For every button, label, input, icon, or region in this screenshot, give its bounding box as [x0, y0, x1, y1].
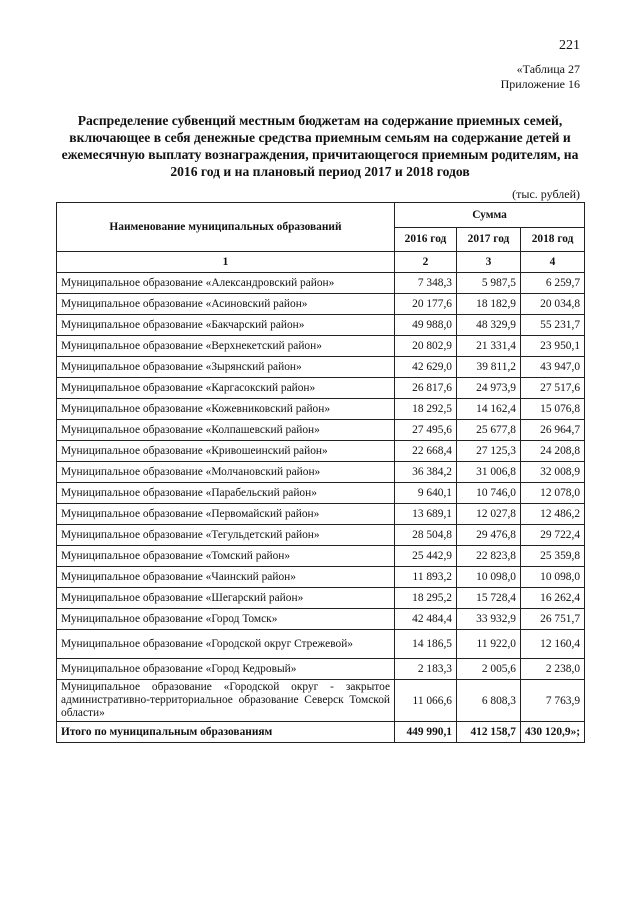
municipality-name: Муниципальное образование «Верхнекетский район» [57, 336, 395, 357]
value-2016: 25 442,9 [395, 546, 457, 567]
page-number: 221 [559, 38, 580, 53]
value-2018: 27 517,6 [521, 378, 585, 399]
value-2017: 10 746,0 [457, 483, 521, 504]
table-row [57, 315, 585, 336]
municipality-name: Муниципальное образование «Городской округ Стрежевой» [57, 630, 395, 659]
value-2018: 26 964,7 [521, 420, 585, 441]
table-row [57, 462, 585, 483]
value-2016: 42 629,0 [395, 357, 457, 378]
value-2017: 18 182,9 [457, 294, 521, 315]
value-2018: 23 950,1 [521, 336, 585, 357]
value-2017: 15 728,4 [457, 588, 521, 609]
header-municipality: Наименование муниципальных образований [57, 203, 395, 252]
value-2018: 16 262,4 [521, 588, 585, 609]
value-2017: 33 932,9 [457, 609, 521, 630]
municipality-name: Муниципальное образование «Кожевниковский район» [57, 399, 395, 420]
municipality-name: Муниципальное образование «Томский район» [57, 546, 395, 567]
total-2018: 430 120,9»; [521, 722, 585, 743]
municipality-name: Муниципальное образование «Бакчарский район» [57, 315, 395, 336]
total-2016: 449 990,1 [395, 722, 457, 743]
value-2018: 12 160,4 [521, 630, 585, 659]
value-2017: 31 006,8 [457, 462, 521, 483]
total-2017: 412 158,7 [457, 722, 521, 743]
value-2018: 25 359,8 [521, 546, 585, 567]
document-title: Распределение субвенций местным бюджетам на содержание приемных семей, включающее в себя денежные средства приемным семьям на содержание детей и ежемесячную выплату вознаграждения, причитающегося приемным родителям, на 2016 год и на плановый период 2017 и 2018 годов [61, 113, 579, 179]
table-row [57, 546, 585, 567]
value-2016: 7 348,3 [395, 273, 457, 294]
municipality-name: Муниципальное образование «Город Кедровый» [57, 659, 395, 680]
column-number: 3 [457, 252, 521, 273]
table-reference: «Таблица 27 [516, 62, 580, 76]
value-2016: 49 988,0 [395, 315, 457, 336]
header-year-2017: 2017 год [457, 227, 521, 252]
column-number-row [57, 252, 585, 273]
table-row [57, 659, 585, 680]
value-2018: 12 486,2 [521, 504, 585, 525]
value-2016: 9 640,1 [395, 483, 457, 504]
value-2018: 7 763,9 [521, 680, 585, 722]
municipality-name: Муниципальное образование «Колпашевский район» [57, 420, 395, 441]
municipality-name: Муниципальное образование «Зырянский район» [57, 357, 395, 378]
table-body [57, 273, 585, 722]
municipality-name: Муниципальное образование «Асиновский район» [57, 294, 395, 315]
municipality-name: Муниципальное образование «Каргасокский район» [57, 378, 395, 399]
table-row [57, 357, 585, 378]
header-sum: Сумма [395, 203, 585, 228]
value-2016: 20 177,6 [395, 294, 457, 315]
value-2017: 39 811,2 [457, 357, 521, 378]
value-2016: 18 292,5 [395, 399, 457, 420]
value-2018: 20 034,8 [521, 294, 585, 315]
table-row [57, 630, 585, 659]
table-row [57, 378, 585, 399]
value-2017: 10 098,0 [457, 567, 521, 588]
value-2016: 22 668,4 [395, 441, 457, 462]
value-2018: 2 238,0 [521, 659, 585, 680]
table-row [57, 525, 585, 546]
municipality-name: Муниципальное образование «Тегульдетский район» [57, 525, 395, 546]
table-row [57, 483, 585, 504]
municipality-name: Муниципальное образование «Кривошеинский район» [57, 441, 395, 462]
value-2017: 12 027,8 [457, 504, 521, 525]
value-2017: 22 823,8 [457, 546, 521, 567]
value-2017: 27 125,3 [457, 441, 521, 462]
value-2017: 5 987,5 [457, 273, 521, 294]
value-2018: 29 722,4 [521, 525, 585, 546]
municipality-name: Муниципальное образование «Александровский район» [57, 273, 395, 294]
appendix-label: Приложение 16 [500, 77, 580, 91]
value-2018: 43 947,0 [521, 357, 585, 378]
table-row [57, 504, 585, 525]
table-row [57, 567, 585, 588]
municipality-name: Муниципальное образование «Шегарский район» [57, 588, 395, 609]
column-number: 1 [57, 252, 395, 273]
subventions-table [56, 202, 585, 743]
value-2018: 10 098,0 [521, 567, 585, 588]
value-2017: 14 162,4 [457, 399, 521, 420]
value-2017: 48 329,9 [457, 315, 521, 336]
value-2017: 2 005,6 [457, 659, 521, 680]
table-row [57, 273, 585, 294]
value-2017: 24 973,9 [457, 378, 521, 399]
table-row [57, 680, 585, 722]
value-2016: 42 484,4 [395, 609, 457, 630]
table-row [57, 588, 585, 609]
municipality-name: Муниципальное образование «Город Томск» [57, 609, 395, 630]
table-row [57, 399, 585, 420]
value-2018: 15 076,8 [521, 399, 585, 420]
value-2018: 32 008,9 [521, 462, 585, 483]
value-2016: 20 802,9 [395, 336, 457, 357]
total-row [57, 722, 585, 743]
municipality-name: Муниципальное образование «Городской округ - закрытое административно-территориальное образование Северск Томской области» [57, 680, 395, 722]
value-2016: 28 504,8 [395, 525, 457, 546]
total-label: Итого по муниципальным образованиям [57, 722, 395, 743]
value-2017: 25 677,8 [457, 420, 521, 441]
value-2016: 27 495,6 [395, 420, 457, 441]
value-2018: 12 078,0 [521, 483, 585, 504]
municipality-name: Муниципальное образование «Парабельский район» [57, 483, 395, 504]
value-2016: 11 066,6 [395, 680, 457, 722]
table-row [57, 609, 585, 630]
value-2017: 6 808,3 [457, 680, 521, 722]
municipality-name: Муниципальное образование «Первомайский район» [57, 504, 395, 525]
value-2018: 55 231,7 [521, 315, 585, 336]
value-2018: 24 208,8 [521, 441, 585, 462]
municipality-name: Муниципальное образование «Молчановский район» [57, 462, 395, 483]
units-label: (тыс. рублей) [512, 187, 580, 201]
municipality-name: Муниципальное образование «Чаинский район» [57, 567, 395, 588]
value-2018: 26 751,7 [521, 609, 585, 630]
column-number: 4 [521, 252, 585, 273]
table-row [57, 420, 585, 441]
column-number: 2 [395, 252, 457, 273]
value-2016: 2 183,3 [395, 659, 457, 680]
value-2017: 11 922,0 [457, 630, 521, 659]
value-2016: 14 186,5 [395, 630, 457, 659]
table-row [57, 441, 585, 462]
value-2016: 11 893,2 [395, 567, 457, 588]
appendix-reference [501, 62, 580, 92]
header-year-2016: 2016 год [395, 227, 457, 252]
value-2016: 26 817,6 [395, 378, 457, 399]
value-2016: 36 384,2 [395, 462, 457, 483]
table-row [57, 294, 585, 315]
value-2018: 6 259,7 [521, 273, 585, 294]
value-2017: 21 331,4 [457, 336, 521, 357]
value-2017: 29 476,8 [457, 525, 521, 546]
value-2016: 13 689,1 [395, 504, 457, 525]
table-row [57, 336, 585, 357]
value-2016: 18 295,2 [395, 588, 457, 609]
header-year-2018: 2018 год [521, 227, 585, 252]
